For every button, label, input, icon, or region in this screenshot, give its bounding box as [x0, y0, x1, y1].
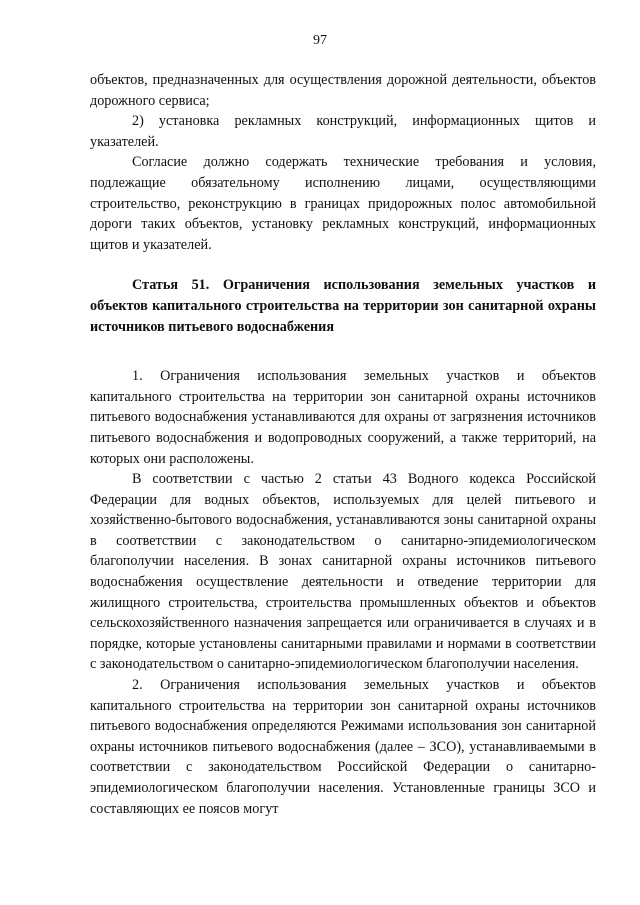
- paragraph: объектов, предназначенных для осуществления дорожной деятельности, объектов дорожного сервиса;: [90, 72, 596, 109]
- article-heading: Статья 51. Ограничения использования земельных участков и объектов капитального строительства на территории зон санитарной охраны источников питьевого водоснабжения: [90, 277, 596, 335]
- page-body: [90, 70, 596, 819]
- page-number: 97: [313, 33, 327, 48]
- paragraph: 1. Ограничения использования земельных участков и объектов капитального строительства на территории зон санитарной охраны источников питьевого водоснабжения устанавливаются для охраны от загрязнения источников питьевого водоснабжения и водопроводных сооружений, а также территорий, на которых они расположены.: [90, 368, 596, 467]
- paragraph: 2) установка рекламных конструкций, информационных щитов и указателей.: [90, 113, 596, 150]
- paragraph: 2. Ограничения использования земельных участков и объектов капитального строительства на территории зон санитарной охраны источников питьевого водоснабжения определяются Режимами использования зон санитарной охраны источников питьевого водоснабжения (далее – ЗСО), устанавливаемыми в соответствии с законодательством Российской Федерации о санитарно-эпидемиологическом благополучии населения. Установленные границы ЗСО и составляющих ее поясов могут: [90, 677, 596, 817]
- paragraph: Согласие должно содержать технические требования и условия, подлежащие обязательному исполнению лицами, осуществляющими строительство, реконструкцию в границах придорожных полос автомобильной дороги таких объектов, установку рекламных конструкций, информационных щитов и указателей.: [90, 154, 596, 253]
- paragraph: В соответствии с частью 2 статьи 43 Водного кодекса Российской Федерации для водных объектов, используемых для целей питьевого и хозяйственно-бытового водоснабжения, устанавливаются зоны санитарной охраны в соответствии с законодательством о санитарно-эпидемиологическом благополучии населения. В зонах санитарной охраны источников питьевого водоснабжения осуществление деятельности и отведение территории для жилищного строительства, строительства промышленных объектов и объектов сельскохозяйственного назначения запрещается или ограничивается в случаях и в порядке, которые установлены санитарными правилами и нормами в соответствии с законодательством о санитарно-эпидемиологическом благополучии населения.: [90, 471, 596, 673]
